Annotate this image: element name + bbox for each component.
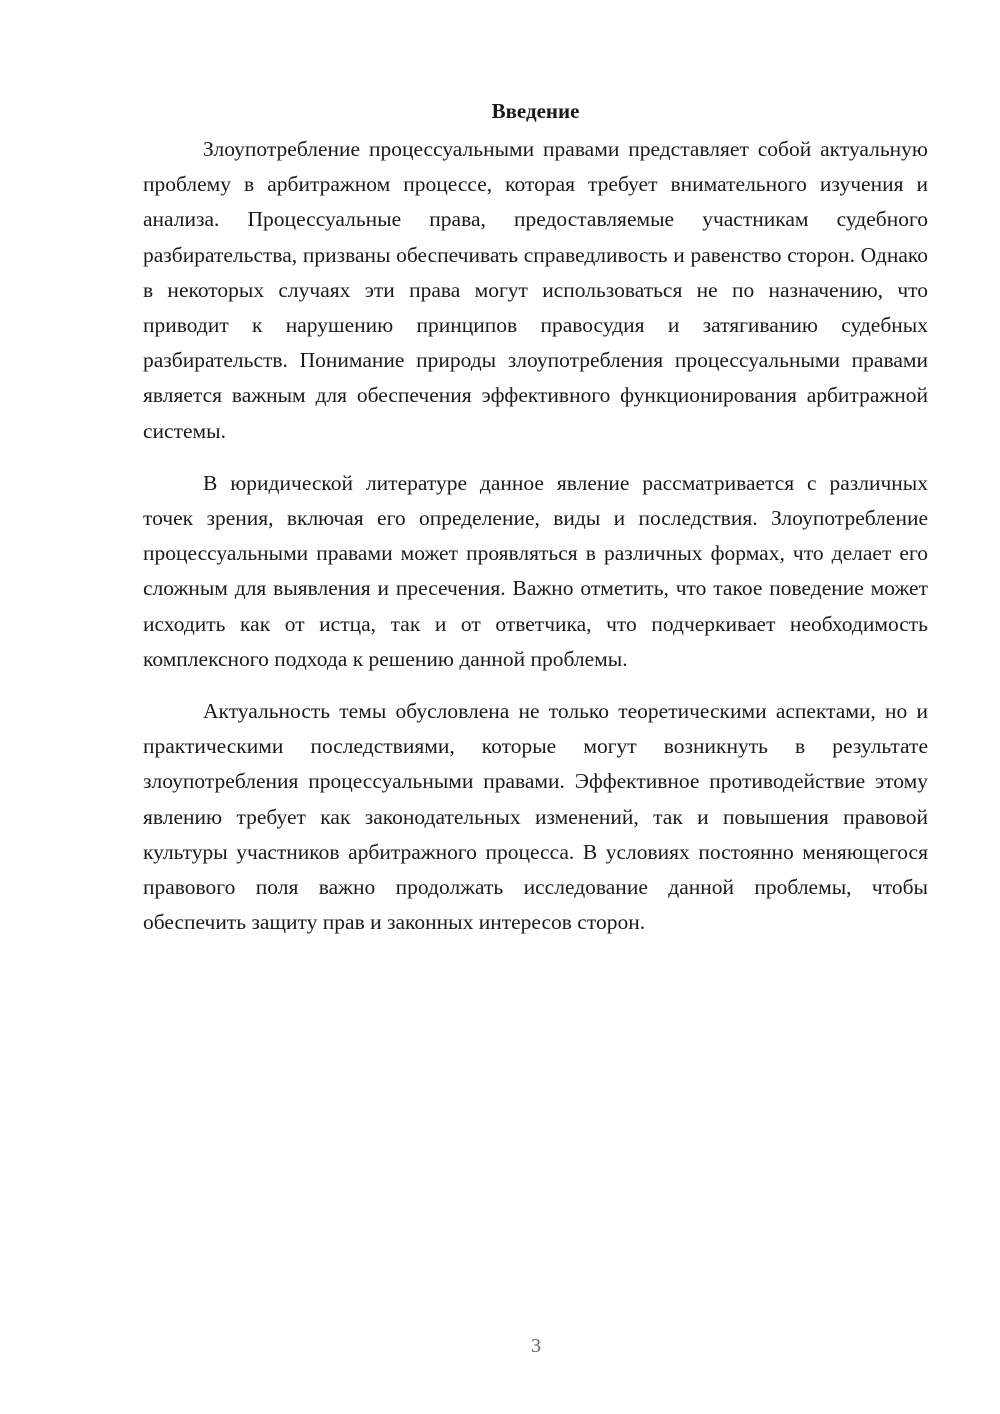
paragraph-2: В юридической литературе данное явление рассматривается с различных точек зрения, включая его определение, виды и последствия. Злоупотребление процессуальными правами может проявляться в различных формах, что делает его сложным для выявления и пресечения. Важно отметить, что такое поведение может исходить как от истца, так и от ответчика, что подчеркивает необходимость комплексного подхода к решению данной проблемы. xyxy=(143,470,928,671)
page-number: 3 xyxy=(531,1335,541,1357)
page-content xyxy=(143,96,928,940)
paragraph-1: Злоупотребление процессуальными правами представляет собой актуальную проблему в арбитражном процессе, которая требует внимательного изучения и анализа. Процессуальные права, предоставляемые участникам судебного разбирательства, призваны обеспечивать справедливость и равенство сторон. Однако в некоторых случаях эти права могут использоваться не по назначению, что приводит к нарушению принципов правосудия и затягиванию судебных разбирательств. Понимание природы злоупотребления процессуальными правами является важным для обеспечения эффективного функционирования арбитражной системы. xyxy=(143,137,928,443)
section-heading: Введение xyxy=(491,99,580,123)
paragraph-3: Актуальность темы обусловлена не только теоретическими аспектами, но и практическими последствиями, которые могут возникнуть в результате злоупотребления процессуальными правами. Эффективное противодействие этому явлению требует как законодательных изменений, так и повышения правовой культуры участников арбитражного процесса. В условиях постоянно меняющегося правового поля важно продолжать исследование данной проблемы, чтобы обеспечить защиту прав и законных интересов сторон. xyxy=(143,699,928,935)
